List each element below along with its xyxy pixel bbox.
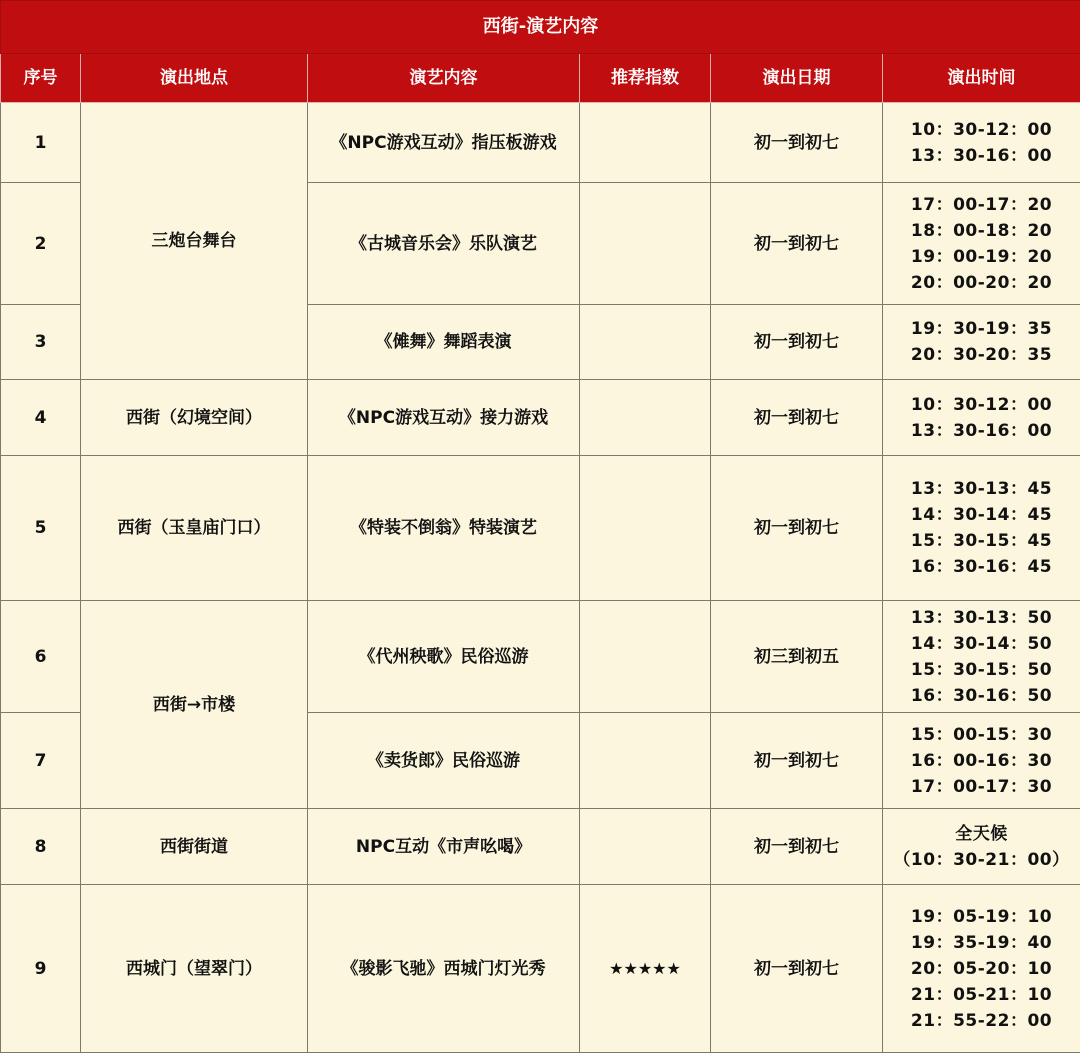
time-slot: 13：30-16：00 bbox=[883, 418, 1080, 444]
date-cell: 初一到初七 bbox=[711, 183, 883, 305]
content-cell: 《代州秧歌》民俗巡游 bbox=[308, 601, 580, 713]
time-slot: 14：30-14：45 bbox=[883, 502, 1080, 528]
content-cell: 《NPC游戏互动》指压板游戏 bbox=[308, 103, 580, 183]
time-slot: 14：30-14：50 bbox=[883, 631, 1080, 657]
time-slot: 20：00-20：20 bbox=[883, 270, 1080, 296]
time-slot: 21：05-21：10 bbox=[883, 982, 1080, 1008]
content-cell: NPC互动《市声吆喝》 bbox=[308, 809, 580, 885]
location-cell: 西街（玉皇庙门口） bbox=[81, 456, 308, 601]
table-row bbox=[1, 601, 1080, 713]
rating-cell bbox=[580, 713, 711, 809]
location-cell: 西城门（望翠门） bbox=[81, 885, 308, 1053]
header-content: 演艺内容 bbox=[308, 54, 580, 103]
row-number: 3 bbox=[1, 305, 81, 380]
time-slot: 15：00-15：30 bbox=[883, 722, 1080, 748]
rating-cell bbox=[580, 380, 711, 456]
table-row bbox=[1, 380, 1080, 456]
rating-stars: ★★★★★ bbox=[580, 885, 711, 1053]
time-cell bbox=[883, 380, 1080, 456]
time-slot: 19：05-19：10 bbox=[883, 904, 1080, 930]
table-row bbox=[1, 809, 1080, 885]
table-title: 西街-演艺内容 bbox=[1, 1, 1080, 54]
time-slot: 15：30-15：45 bbox=[883, 528, 1080, 554]
date-cell: 初一到初七 bbox=[711, 713, 883, 809]
row-number: 9 bbox=[1, 885, 81, 1053]
header-rating: 推荐指数 bbox=[580, 54, 711, 103]
time-slot: 13：30-13：45 bbox=[883, 476, 1080, 502]
rating-cell bbox=[580, 601, 711, 713]
rating-cell bbox=[580, 305, 711, 380]
rating-cell bbox=[580, 183, 711, 305]
rating-cell bbox=[580, 809, 711, 885]
time-slot: 18：00-18：20 bbox=[883, 218, 1080, 244]
row-number: 4 bbox=[1, 380, 81, 456]
date-cell: 初一到初七 bbox=[711, 456, 883, 601]
time-slot: 19：30-19：35 bbox=[883, 316, 1080, 342]
time-slot: 17：00-17：20 bbox=[883, 192, 1080, 218]
date-cell: 初一到初七 bbox=[711, 809, 883, 885]
content-cell: 《特装不倒翁》特装演艺 bbox=[308, 456, 580, 601]
time-cell bbox=[883, 885, 1080, 1053]
time-slot: 19：00-19：20 bbox=[883, 244, 1080, 270]
time-slot: 19：35-19：40 bbox=[883, 930, 1080, 956]
time-slot: 10：30-12：00 bbox=[883, 392, 1080, 418]
time-slot: 13：30-16：00 bbox=[883, 143, 1080, 169]
content-cell: 《卖货郎》民俗巡游 bbox=[308, 713, 580, 809]
time-slot: 20：30-20：35 bbox=[883, 342, 1080, 368]
time-slot: 21：55-22：00 bbox=[883, 1008, 1080, 1034]
content-cell: 《NPC游戏互动》接力游戏 bbox=[308, 380, 580, 456]
header-no: 序号 bbox=[1, 54, 81, 103]
content-cell: 《傩舞》舞蹈表演 bbox=[308, 305, 580, 380]
date-cell: 初一到初七 bbox=[711, 103, 883, 183]
date-cell: 初一到初七 bbox=[711, 305, 883, 380]
time-cell bbox=[883, 713, 1080, 809]
row-number: 2 bbox=[1, 183, 81, 305]
content-cell: 《古城音乐会》乐队演艺 bbox=[308, 183, 580, 305]
date-cell: 初三到初五 bbox=[711, 601, 883, 713]
date-cell: 初一到初七 bbox=[711, 380, 883, 456]
row-number: 7 bbox=[1, 713, 81, 809]
row-number: 6 bbox=[1, 601, 81, 713]
time-cell bbox=[883, 601, 1080, 713]
time-cell bbox=[883, 103, 1080, 183]
time-slot: 17：00-17：30 bbox=[883, 774, 1080, 800]
location-cell: 西街→市楼 bbox=[81, 601, 308, 809]
rating-cell bbox=[580, 456, 711, 601]
location-cell: 西街街道 bbox=[81, 809, 308, 885]
header-date: 演出日期 bbox=[711, 54, 883, 103]
content-cell: 《骏影飞驰》西城门灯光秀 bbox=[308, 885, 580, 1053]
time-cell bbox=[883, 809, 1080, 885]
time-slot: 20：05-20：10 bbox=[883, 956, 1080, 982]
header-location: 演出地点 bbox=[81, 54, 308, 103]
time-slot: 10：30-12：00 bbox=[883, 117, 1080, 143]
time-slot: 16：00-16：30 bbox=[883, 748, 1080, 774]
row-number: 5 bbox=[1, 456, 81, 601]
header-time: 演出时间 bbox=[883, 54, 1080, 103]
time-slot: （10：30-21：00） bbox=[883, 847, 1080, 873]
row-number: 1 bbox=[1, 103, 81, 183]
time-slot: 16：30-16：45 bbox=[883, 554, 1080, 580]
location-cell: 三炮台舞台 bbox=[81, 103, 308, 380]
date-cell: 初一到初七 bbox=[711, 885, 883, 1053]
location-cell: 西街（幻境空间） bbox=[81, 380, 308, 456]
time-slot: 全天候 bbox=[883, 821, 1080, 847]
row-number: 8 bbox=[1, 809, 81, 885]
rating-cell bbox=[580, 103, 711, 183]
table-row bbox=[1, 885, 1080, 1053]
time-cell bbox=[883, 305, 1080, 380]
time-cell bbox=[883, 183, 1080, 305]
table-row bbox=[1, 456, 1080, 601]
time-slot: 16：30-16：50 bbox=[883, 683, 1080, 709]
time-slot: 15：30-15：50 bbox=[883, 657, 1080, 683]
time-slot: 13：30-13：50 bbox=[883, 605, 1080, 631]
table-row bbox=[1, 103, 1080, 183]
time-cell bbox=[883, 456, 1080, 601]
